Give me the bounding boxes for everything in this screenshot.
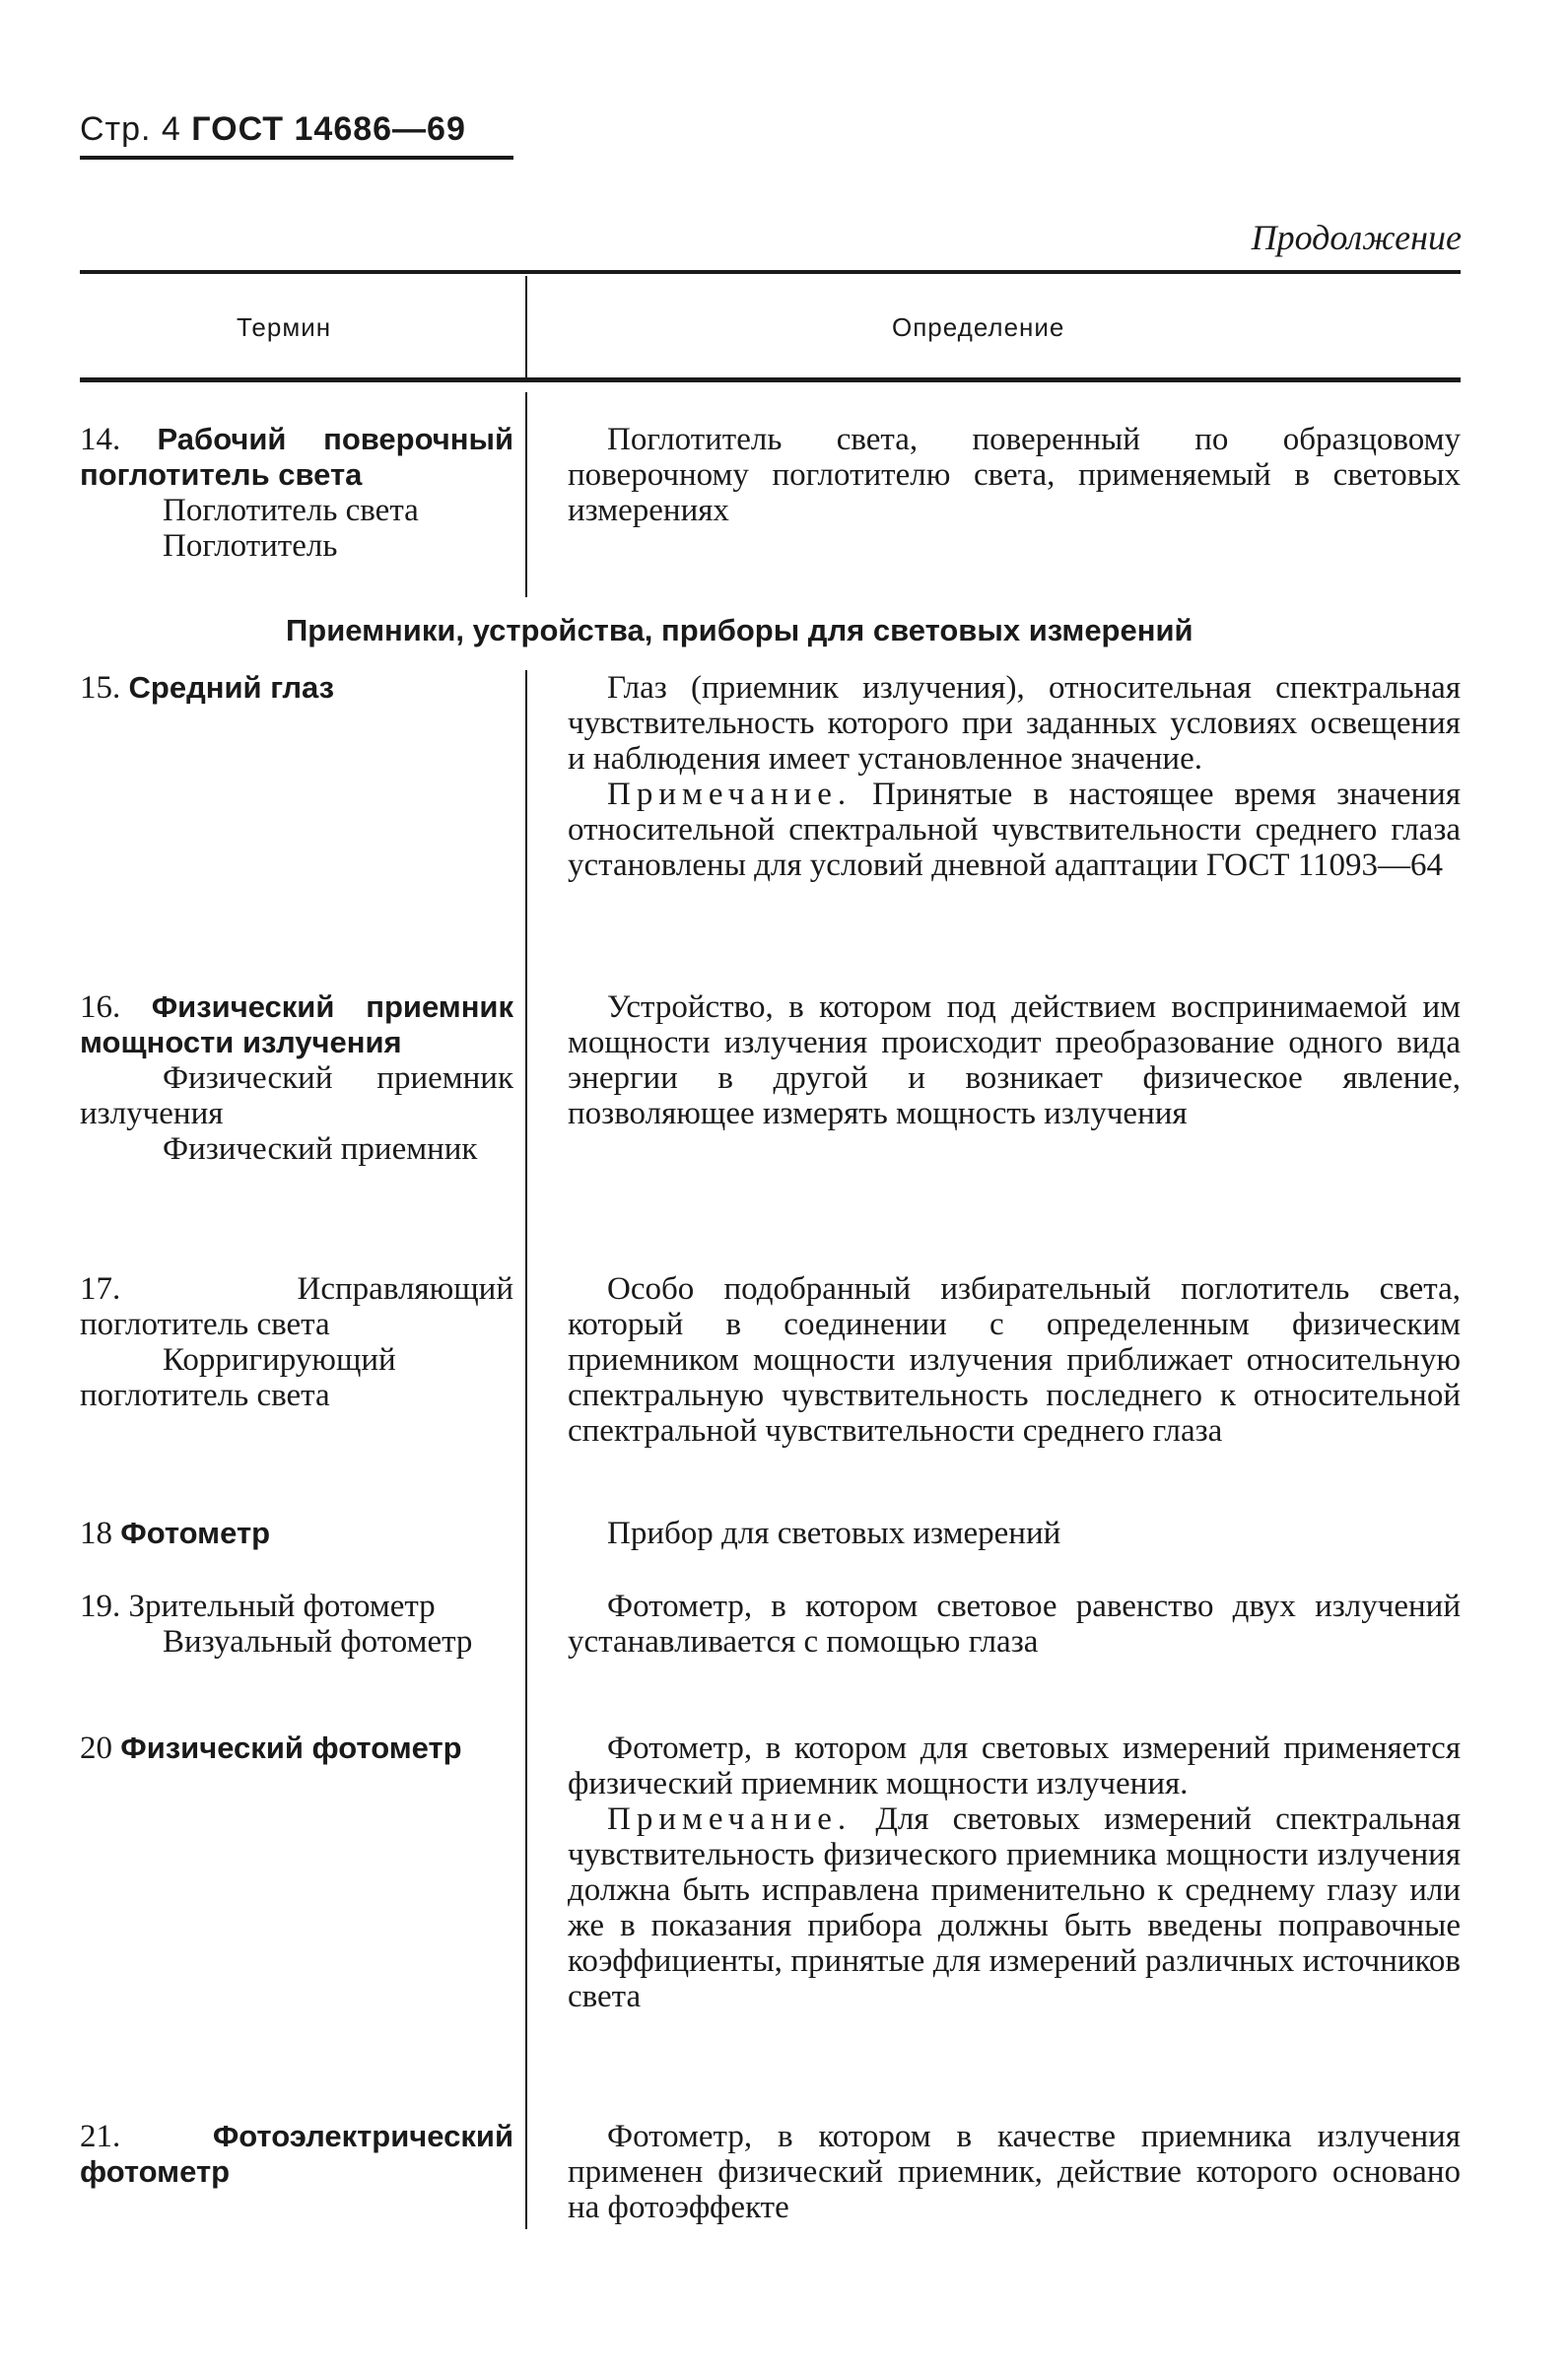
definition-text: Прибор для световых измерений bbox=[607, 1516, 1061, 1551]
term-synonym: Физический приемник bbox=[163, 1131, 478, 1167]
table-header-rule bbox=[80, 377, 1461, 382]
definition-entry-14 bbox=[568, 422, 1461, 528]
definition-text: Устройство, в котором под действием воспринимаемой им мощности излучения происходит преобразование одного вида энергии в другой и возникает физическое явление, позволяющее измерять мощность излучения bbox=[568, 989, 1461, 1131]
term-number: 17. bbox=[80, 1271, 121, 1307]
term-entry-17 bbox=[80, 1271, 513, 1413]
column-divider bbox=[525, 276, 527, 380]
definition-note bbox=[568, 777, 1461, 883]
term-synonym: Поглотитель света bbox=[163, 493, 419, 528]
note-text: Для световых измерений спектральная чувствительность физического приемника мощности излучения должна быть исправлена применительно к среднему глазу или же в показания прибора должны быть введены поправочные коэффициенты, принятые для измерений различных источников света bbox=[568, 1801, 1462, 2014]
definition-text: Глаз (приемник излучения), относительная спектральная чувствительность которого при заданных условиях освещения и наблюдения имеет установленное значение. bbox=[568, 670, 1461, 777]
column-header-term: Термин bbox=[237, 312, 332, 342]
column-divider bbox=[525, 670, 527, 2229]
term-entry-14 bbox=[80, 422, 513, 564]
term-entry-19 bbox=[80, 1589, 513, 1660]
definition-entry-19 bbox=[568, 1589, 1461, 1660]
definition-entry-15 bbox=[568, 670, 1461, 883]
column-header-definition: Определение bbox=[892, 312, 1065, 342]
term-number: 20 bbox=[80, 1731, 112, 1766]
definition-entry-20 bbox=[568, 1731, 1461, 2014]
definition-text: Поглотитель света, поверенный по образцовому поверочному поглотителю света, применяемый в световых измерениях bbox=[568, 422, 1461, 528]
term-entry-21 bbox=[80, 2119, 513, 2190]
term-entry-16 bbox=[80, 989, 513, 1167]
note-text: Принятые в настоящее время значения относительной спектральной чувствительности среднего глаза установлены для условий дневной адаптации ГОСТ 11093—64 bbox=[568, 777, 1461, 883]
definition-entry-21 bbox=[568, 2119, 1461, 2225]
section-title: Приемники, устройства, приборы для световых измерений bbox=[286, 613, 1193, 647]
standard-label: ГОСТ bbox=[191, 110, 285, 148]
column-divider bbox=[525, 392, 527, 597]
page-label: Стр. 4 bbox=[80, 110, 181, 148]
term-synonym: Поглотитель bbox=[163, 528, 338, 564]
note-label: Примечание. bbox=[607, 1801, 852, 1837]
term-number: 14. bbox=[80, 422, 121, 457]
term-number: 19. bbox=[80, 1589, 121, 1624]
page-header bbox=[80, 110, 466, 149]
term-entry-15 bbox=[80, 670, 513, 706]
definition-text: Фотометр, в котором в качестве приемника излучения применен физический приемник, действие которого основано на фотоэффекте bbox=[568, 2119, 1461, 2225]
term-number: 16. bbox=[80, 989, 121, 1025]
term-number: 15. bbox=[80, 670, 121, 706]
definition-entry-17 bbox=[568, 1271, 1461, 1449]
term-main: Фотометр bbox=[120, 1516, 271, 1550]
table-top-rule bbox=[80, 270, 1461, 274]
continuation-label: Продолжение bbox=[1251, 218, 1462, 257]
definition-text: Фотометр, в котором световое равенство двух излучений устанавливается с помощью глаза bbox=[568, 1589, 1461, 1660]
definition-entry-16 bbox=[568, 989, 1461, 1131]
term-entry-20 bbox=[80, 1731, 513, 1766]
term-main: Физический приемник мощности излучения bbox=[80, 989, 514, 1059]
term-main: Средний глаз bbox=[128, 670, 335, 705]
definition-note bbox=[568, 1801, 1461, 2014]
term-synonym: Корригирующий поглотитель света bbox=[80, 1342, 396, 1413]
term-number: 21. bbox=[80, 2119, 121, 2154]
standard-number: 14686—69 bbox=[294, 110, 466, 148]
note-label: Примечание. bbox=[607, 777, 852, 812]
term-main: Исправляющий поглотитель света bbox=[80, 1271, 513, 1342]
term-main: Физический фотометр bbox=[120, 1731, 462, 1765]
term-main: Рабочий поверочный поглотитель света bbox=[80, 422, 514, 492]
term-synonym: Физический приемник излучения bbox=[80, 1060, 513, 1131]
definition-entry-18 bbox=[568, 1516, 1461, 1551]
term-entry-18 bbox=[80, 1516, 513, 1551]
definition-text: Фотометр, в котором для световых измерений применяется физический приемник мощности излучения. bbox=[568, 1731, 1461, 1801]
definition-text: Особо подобранный избирательный поглотитель света, который в соединении с определенным физическим приемником мощности излучения приближает относительную спектральную чувствительность последнего к относительной спектральной чувствительности среднего глаза bbox=[568, 1271, 1461, 1449]
term-main: Фотоэлектрический фотометр bbox=[80, 2119, 513, 2189]
term-main: Зрительный фотометр bbox=[128, 1589, 436, 1624]
term-number: 18 bbox=[80, 1516, 112, 1551]
header-rule bbox=[80, 156, 513, 160]
term-synonym: Визуальный фотометр bbox=[163, 1624, 473, 1660]
